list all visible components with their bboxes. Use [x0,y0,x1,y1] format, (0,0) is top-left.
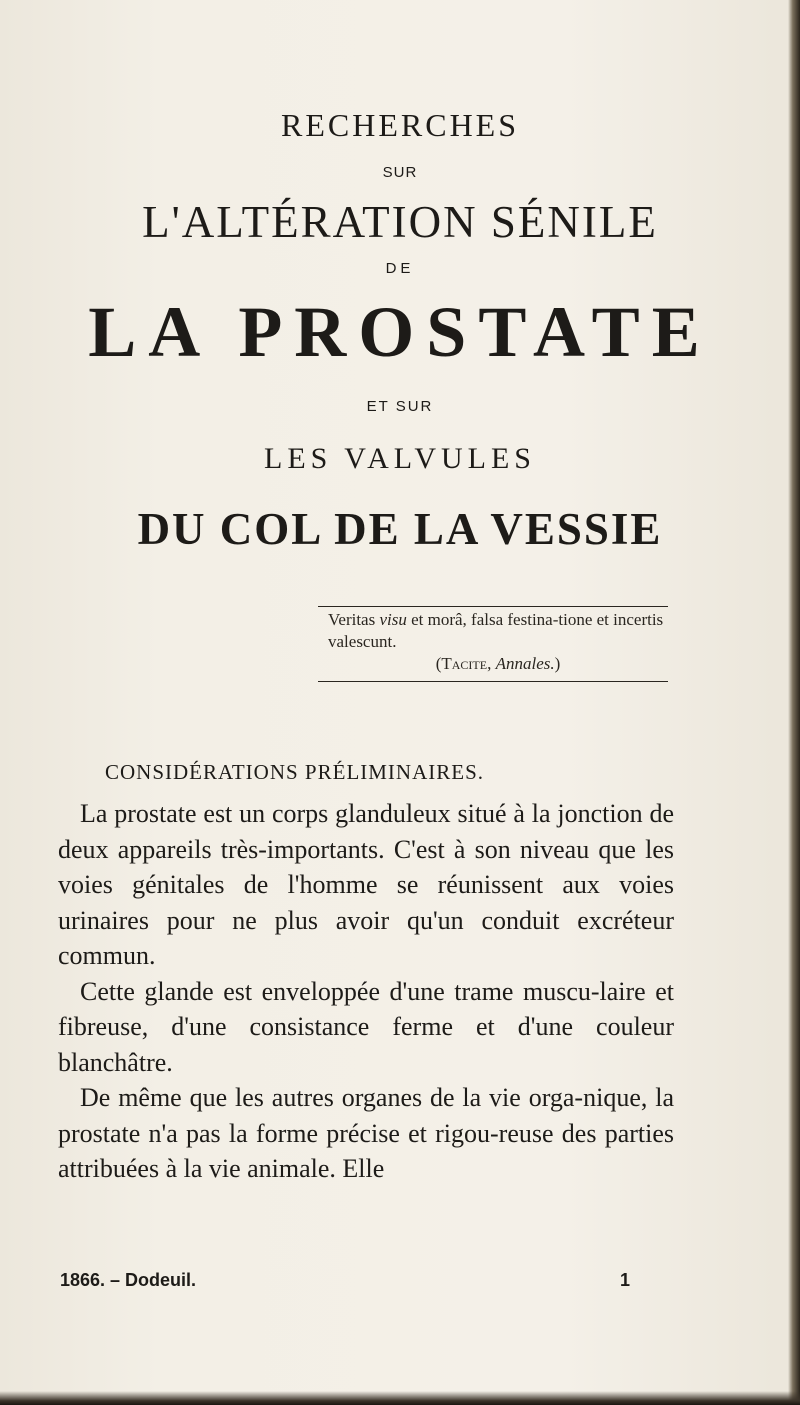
title-de: DE [385,260,415,277]
title-la-prostate: LA PROSTATE [88,292,712,372]
footer-imprint: 1866. – Dodeuil. [60,1270,197,1290]
epigraph-text-part1: Veritas [328,610,380,629]
title-recherches: RECHERCHES [280,107,520,143]
paragraph: Cette glande est enveloppée d'une trame muscu-laire et fibreuse, d'une consistance ferme et d'une couleur blanchâtre. [58,976,674,1077]
title-les-valvules: LES VALVULES [264,442,536,475]
title-alteration-senile: L'ALTÉRATION SÉNILE [142,197,658,247]
epigraph-bottom-rule [318,681,668,682]
page-edge-bottom [0,1391,800,1405]
footer-signature-mark: 1 [620,1270,631,1290]
epigraph [328,609,668,675]
title-et-sur: ET SUR [366,398,434,415]
epigraph-work: Annales. [495,654,555,673]
epigraph-citation: (Tacite, Annales.) [435,654,561,673]
title-du-col-de-la-vessie: DU COL DE LA VESSIE [137,504,663,554]
epigraph-top-rule [318,606,668,607]
paragraph: De même que les autres organes de la vie orga-nique, la prostate n'a pas la forme précise et rigou-reuse des parties attribuées à la vie animale. Elle [58,1083,674,1183]
body-text [58,796,674,1187]
title-sur: SUR [382,164,418,181]
section-heading: CONSIDÉRATIONS PRÉLIMINAIRES. [105,760,485,784]
epigraph-text-part2: et morâ, falsa festina-tione et incertis valescunt. [328,610,664,651]
epigraph-author: Tacite [441,654,488,673]
epigraph-text-italic: visu [379,610,407,629]
paragraph: La prostate est un corps glanduleux situé à la jonction de deux appareils très-importants. C'est à son niveau que les voies génitales de l'homme se réunissent aux voies urinaires pour ne plus avoir qu'un conduit excréteur commun. [58,799,674,970]
